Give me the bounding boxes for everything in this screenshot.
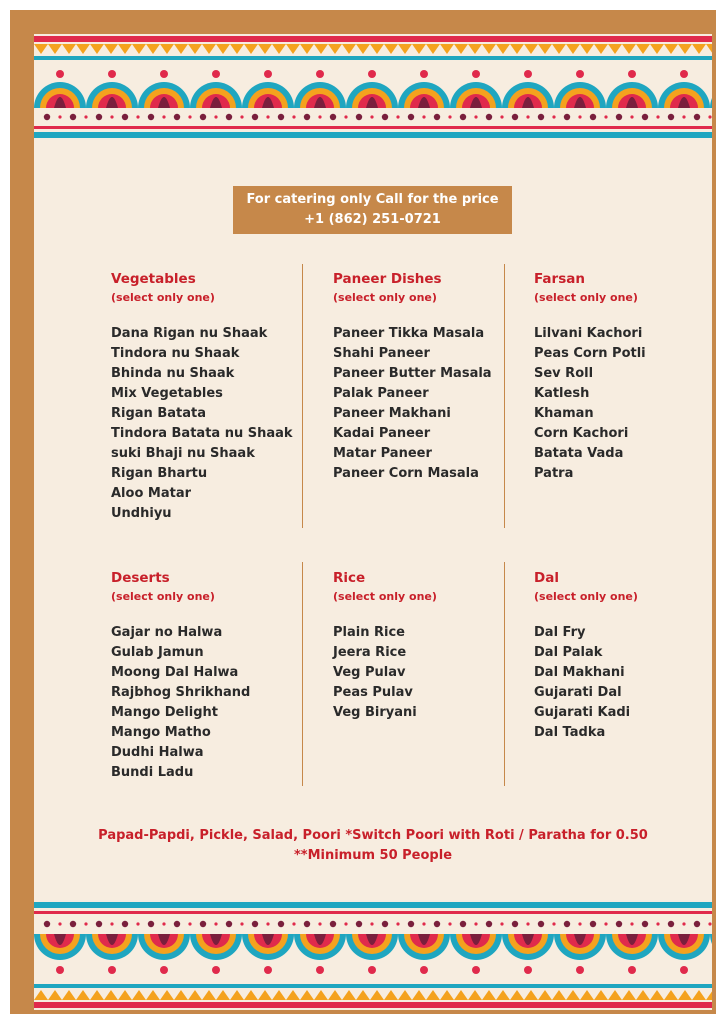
dal-list xyxy=(534,623,704,743)
column-divider xyxy=(504,562,505,786)
list-item: Moong Dal Halwa xyxy=(111,665,239,680)
section-rice xyxy=(333,569,533,723)
section-subtitle: (select only one) xyxy=(111,291,215,304)
list-item: Palak Paneer xyxy=(333,386,429,401)
list-item: Katlesh xyxy=(534,386,590,401)
catering-contact-text: For catering only Call for the price xyxy=(246,192,499,207)
list-item: Veg Biryani xyxy=(333,705,417,720)
footer-minimum-people: **Minimum 50 People xyxy=(293,848,453,863)
catering-contact-box xyxy=(233,186,512,234)
list-item: Gajar no Halwa xyxy=(111,625,223,640)
list-item: Tindora nu Shaak xyxy=(111,346,240,361)
list-item: Paneer Makhani xyxy=(333,406,451,421)
section-vegetables xyxy=(111,270,311,524)
list-item: Patra xyxy=(534,466,574,481)
list-item: Mix Vegetables xyxy=(111,386,223,401)
catering-phone-number: +1 (862) 251-0721 xyxy=(304,212,441,227)
section-farsan xyxy=(534,270,704,484)
list-item: Paneer Butter Masala xyxy=(333,366,492,381)
list-item: Gujarati Kadi xyxy=(534,705,631,720)
list-item: Bundi Ladu xyxy=(111,765,194,780)
bottom-decorative-border xyxy=(34,900,712,1010)
list-item: Lilvani Kachori xyxy=(534,326,643,341)
list-item: Veg Pulav xyxy=(333,665,406,680)
deserts-list xyxy=(111,623,311,783)
list-item: Rajbhog Shrikhand xyxy=(111,685,251,700)
column-divider xyxy=(302,264,303,528)
list-item: Batata Vada xyxy=(534,446,624,461)
menu-paper xyxy=(34,34,712,1010)
list-item: Tindora Batata nu Shaak xyxy=(111,426,293,441)
list-item: Undhiyu xyxy=(111,506,172,521)
section-subtitle: (select only one) xyxy=(333,291,437,304)
list-item: Khaman xyxy=(534,406,594,421)
list-item: Dal Tadka xyxy=(534,725,606,740)
list-item: Dal Palak xyxy=(534,645,603,660)
list-item: Paneer Corn Masala xyxy=(333,466,479,481)
list-item: Bhinda nu Shaak xyxy=(111,366,235,381)
list-item: Jeera Rice xyxy=(333,645,407,660)
list-item: Sev Roll xyxy=(534,366,594,381)
section-title: Dal xyxy=(534,570,559,586)
footer-accompaniments: Papad-Papdi, Pickle, Salad, Poori *Switch Poori with Roti / Paratha for 0.50 xyxy=(98,828,648,843)
list-item: Shahi Paneer xyxy=(333,346,430,361)
top-decorative-border xyxy=(34,34,712,146)
list-item: Paneer Tikka Masala xyxy=(333,326,485,341)
section-title: Paneer Dishes xyxy=(333,271,442,287)
list-item: Aloo Matar xyxy=(111,486,192,501)
section-subtitle: (select only one) xyxy=(333,590,437,603)
column-divider xyxy=(302,562,303,786)
list-item: Gulab Jamun xyxy=(111,645,204,660)
list-item: Dal Fry xyxy=(534,625,586,640)
list-item: Dudhi Halwa xyxy=(111,745,204,760)
section-paneer-dishes xyxy=(333,270,533,484)
list-item: Kadai Paneer xyxy=(333,426,431,441)
list-item: Corn Kachori xyxy=(534,426,629,441)
section-title: Vegetables xyxy=(111,271,196,287)
list-item: suki Bhaji nu Shaak xyxy=(111,446,255,461)
section-deserts xyxy=(111,569,311,783)
list-item: Peas Corn Potli xyxy=(534,346,646,361)
list-item: Plain Rice xyxy=(333,625,405,640)
section-title: Deserts xyxy=(111,570,170,586)
list-item: Rigan Batata xyxy=(111,406,206,421)
section-subtitle: (select only one) xyxy=(534,590,638,603)
list-item: Gujarati Dal xyxy=(534,685,622,700)
section-subtitle: (select only one) xyxy=(534,291,638,304)
section-title: Rice xyxy=(333,570,366,586)
list-item: Mango Delight xyxy=(111,705,219,720)
menu-frame xyxy=(10,10,716,1014)
column-divider xyxy=(504,264,505,528)
list-item: Mango Matho xyxy=(111,725,211,740)
rice-list xyxy=(333,623,533,723)
section-subtitle: (select only one) xyxy=(111,590,215,603)
vegetables-list xyxy=(111,324,311,524)
list-item: Rigan Bhartu xyxy=(111,466,208,481)
section-title: Farsan xyxy=(534,271,585,287)
footer-note xyxy=(34,826,712,866)
list-item: Dana Rigan nu Shaak xyxy=(111,326,268,341)
paneer-list xyxy=(333,324,533,484)
list-item: Dal Makhani xyxy=(534,665,625,680)
list-item: Matar Paneer xyxy=(333,446,432,461)
list-item: Peas Pulav xyxy=(333,685,413,700)
section-dal xyxy=(534,569,704,743)
farsan-list xyxy=(534,324,704,484)
